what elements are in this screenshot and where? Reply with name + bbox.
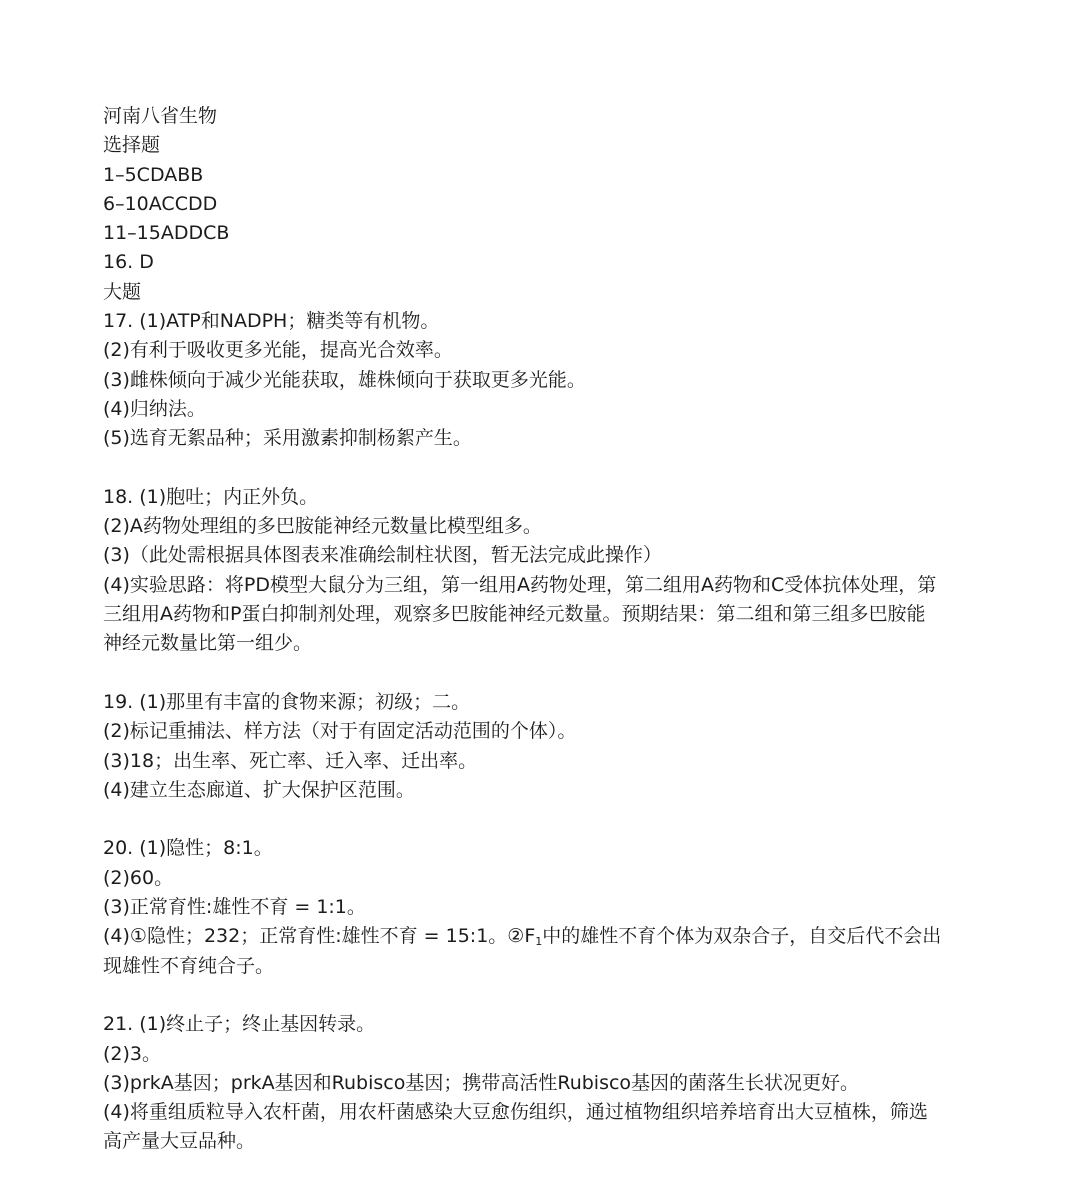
q21-line: (2)3。 — [103, 1042, 162, 1065]
q20-line-part: 中的雄性不育个体为双杂合子，自交后代不会出 — [542, 925, 942, 948]
q20-line-part: (4)①隐性；232；正常育性:雄性不育 = 15:1。②F — [103, 925, 536, 948]
choice-answer-line: 6–10ACCDD — [103, 192, 218, 215]
q21-line: (4)将重组质粒导入农杆菌，用农杆菌感染大豆愈伤组织，通过植物组织培养培育出大豆植株，筛选 — [103, 1101, 928, 1124]
answer-document — [103, 102, 983, 1157]
q20-line: 现雄性不育纯合子。 — [103, 954, 275, 977]
choice-answer-line: 11–15ADDCB — [103, 222, 230, 245]
q18-line: 神经元数量比第一组少。 — [103, 632, 313, 655]
q18-block — [103, 483, 983, 659]
q17-line: (3)雌株倾向于减少光能获取，雄株倾向于获取更多光能。 — [103, 368, 586, 391]
spacer — [103, 659, 983, 688]
q17-line: (4)归纳法。 — [103, 397, 206, 420]
q20-line — [103, 922, 983, 951]
q20-block — [103, 834, 983, 980]
q17-block — [103, 307, 983, 453]
doc-title: 河南八省生物 — [103, 105, 218, 127]
spacer — [103, 454, 983, 483]
q18-line: (2)A药物处理组的多巴胺能神经元数量比模型组多。 — [103, 515, 542, 538]
spacer — [103, 805, 983, 834]
q20-line: (2)60。 — [103, 866, 174, 889]
q21-block — [103, 1010, 983, 1156]
choice-answer-line: 16. D — [103, 251, 154, 274]
q18-line: 三组用A药物和P蛋白抑制剂处理，观察多巴胺能神经元数量。预期结果：第二组和第三组多巴胺能 — [103, 603, 926, 626]
spacer — [103, 981, 983, 1010]
q19-line: (3)18；出生率、死亡率、迁入率、迁出率。 — [103, 749, 478, 772]
q20-line: 20. (1)隐性；8:1。 — [103, 837, 273, 860]
q17-line: 17. (1)ATP和NADPH；糖类等有机物。 — [103, 310, 440, 333]
q19-line: 19. (1)那里有丰富的食物来源；初级；二。 — [103, 690, 471, 713]
q17-line: (5)选育无絮品种；采用激素抑制杨絮产生。 — [103, 427, 472, 450]
q18-line: (3)（此处需根据具体图表来准确绘制柱状图，暂无法完成此操作） — [103, 544, 662, 567]
q20-line: (3)正常育性:雄性不育 = 1:1。 — [103, 896, 366, 919]
choice-heading: 选择题 — [103, 134, 161, 157]
f1-subscript: 1 — [535, 935, 543, 949]
essay-heading: 大题 — [103, 280, 142, 303]
q21-line: (3)prkA基因；prkA基因和Rubisco基因；携带高活性Rubisco基因的菌落生长状况更好。 — [103, 1071, 860, 1094]
q19-block — [103, 688, 983, 805]
q18-line: 18. (1)胞吐；内正外负。 — [103, 485, 319, 508]
q21-line: 21. (1)终止子；终止基因转录。 — [103, 1013, 376, 1036]
q17-line: (2)有利于吸收更多光能，提高光合效率。 — [103, 339, 453, 362]
choice-answer-line: 1–5CDABB — [103, 163, 204, 186]
q19-line: (4)建立生态廊道、扩大保护区范围。 — [103, 778, 415, 801]
q21-line: 高产量大豆品种。 — [103, 1130, 256, 1153]
q18-line: (4)实验思路：将PD模型大鼠分为三组，第一组用A药物处理，第二组用A药物和C受体抗体处理，第 — [103, 573, 937, 596]
q19-line: (2)标记重捕法、样方法（对于有固定活动范围的个体）。 — [103, 720, 577, 743]
